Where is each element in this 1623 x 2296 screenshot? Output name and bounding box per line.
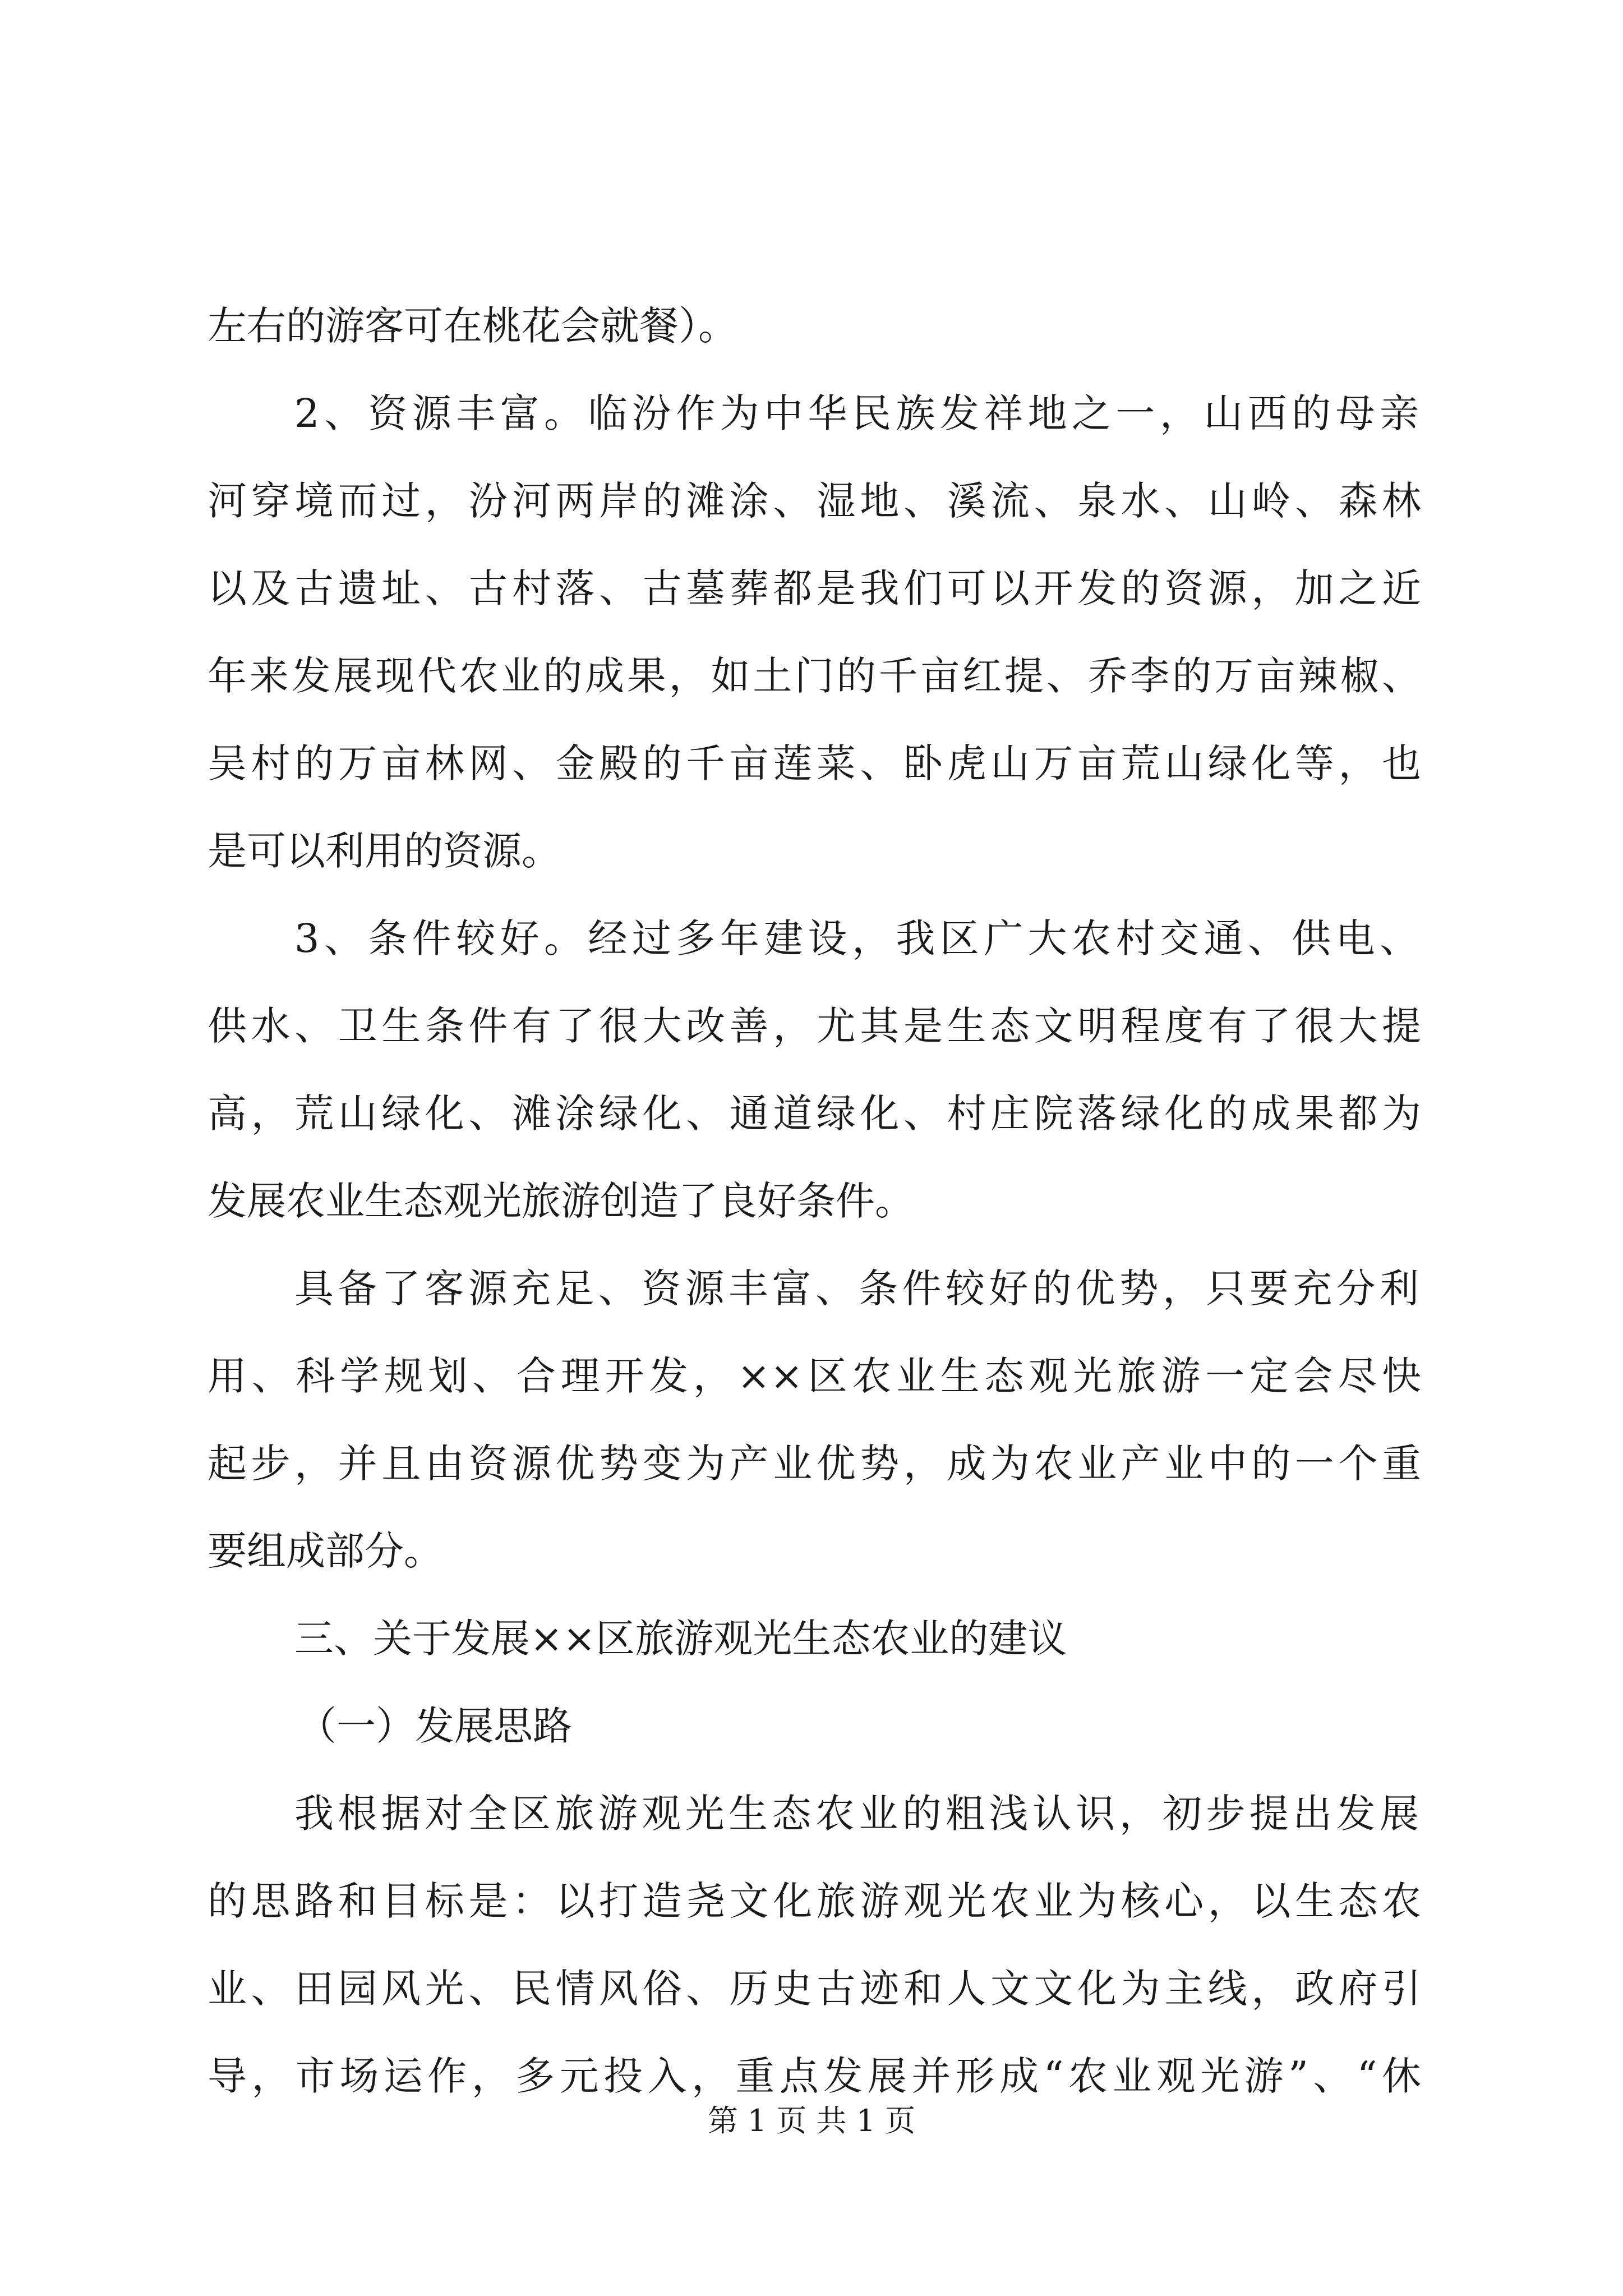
text-line-18: 我根据对全区旅游观光生态农业的粗浅认识，初步提出发展 [294,1791,1419,1837]
text-line-21: 导，市场运作，多元投入，重点发展并形成“农业观光游”、“休 [208,2053,1421,2099]
text-line-14: 起步，并且由资源优势变为产业优势，成为农业产业中的一个重 [208,1441,1421,1487]
text-line-4: 以及古遗址、古村落、古墓葬都是我们可以开发的资源，加之近 [208,565,1421,611]
text-line-15: 要组成部分。 [208,1528,443,1574]
text-line-8: 3、条件较好。经过多年建设，我区广大农村交通、供电、 [294,915,1419,961]
text-line-9: 供水、卫生条件有了很大改善，尤其是生态文明程度有了很大提 [208,1003,1421,1049]
text-line-19: 的思路和目标是：以打造尧文化旅游观光农业为核心，以生态农 [208,1878,1421,1924]
text-line-5: 年来发展现代农业的成果，如土门的千亩红提、乔李的万亩辣椒、 [208,653,1421,699]
page-number-footer: 第 1 页 共 1 页 [707,2103,916,2138]
subsection-heading: （一）发展思路 [297,1703,572,1749]
section-heading: 三、关于发展××区旅游观光生态农业的建议 [294,1616,1067,1662]
text-line-13: 用、科学规划、合理开发，××区农业生态观光旅游一定会尽快 [208,1353,1421,1399]
text-line-7: 是可以利用的资源。 [208,828,561,874]
text-line-1: 左右的游客可在桃花会就餐）。 [208,303,737,349]
text-line-20: 业、田园风光、民情风俗、历史古迹和人文文化为主线，政府引 [208,1966,1421,2012]
text-line-11: 发展农业生态观光旅游创造了良好条件。 [208,1178,914,1224]
text-line-3: 河穿境而过，汾河两岸的滩涂、湿地、溪流、泉水、山岭、森林 [208,478,1421,524]
text-line-2: 2、资源丰富。临汾作为中华民族发祥地之一，山西的母亲 [294,390,1419,436]
text-line-6: 吴村的万亩林网、金殿的千亩莲菜、卧虎山万亩荒山绿化等，也 [208,740,1421,786]
text-line-12: 具备了客源充足、资源丰富、条件较好的优势，只要充分利 [294,1266,1419,1312]
text-line-10: 高，荒山绿化、滩涂绿化、通道绿化、村庄院落绿化的成果都为 [208,1091,1421,1137]
